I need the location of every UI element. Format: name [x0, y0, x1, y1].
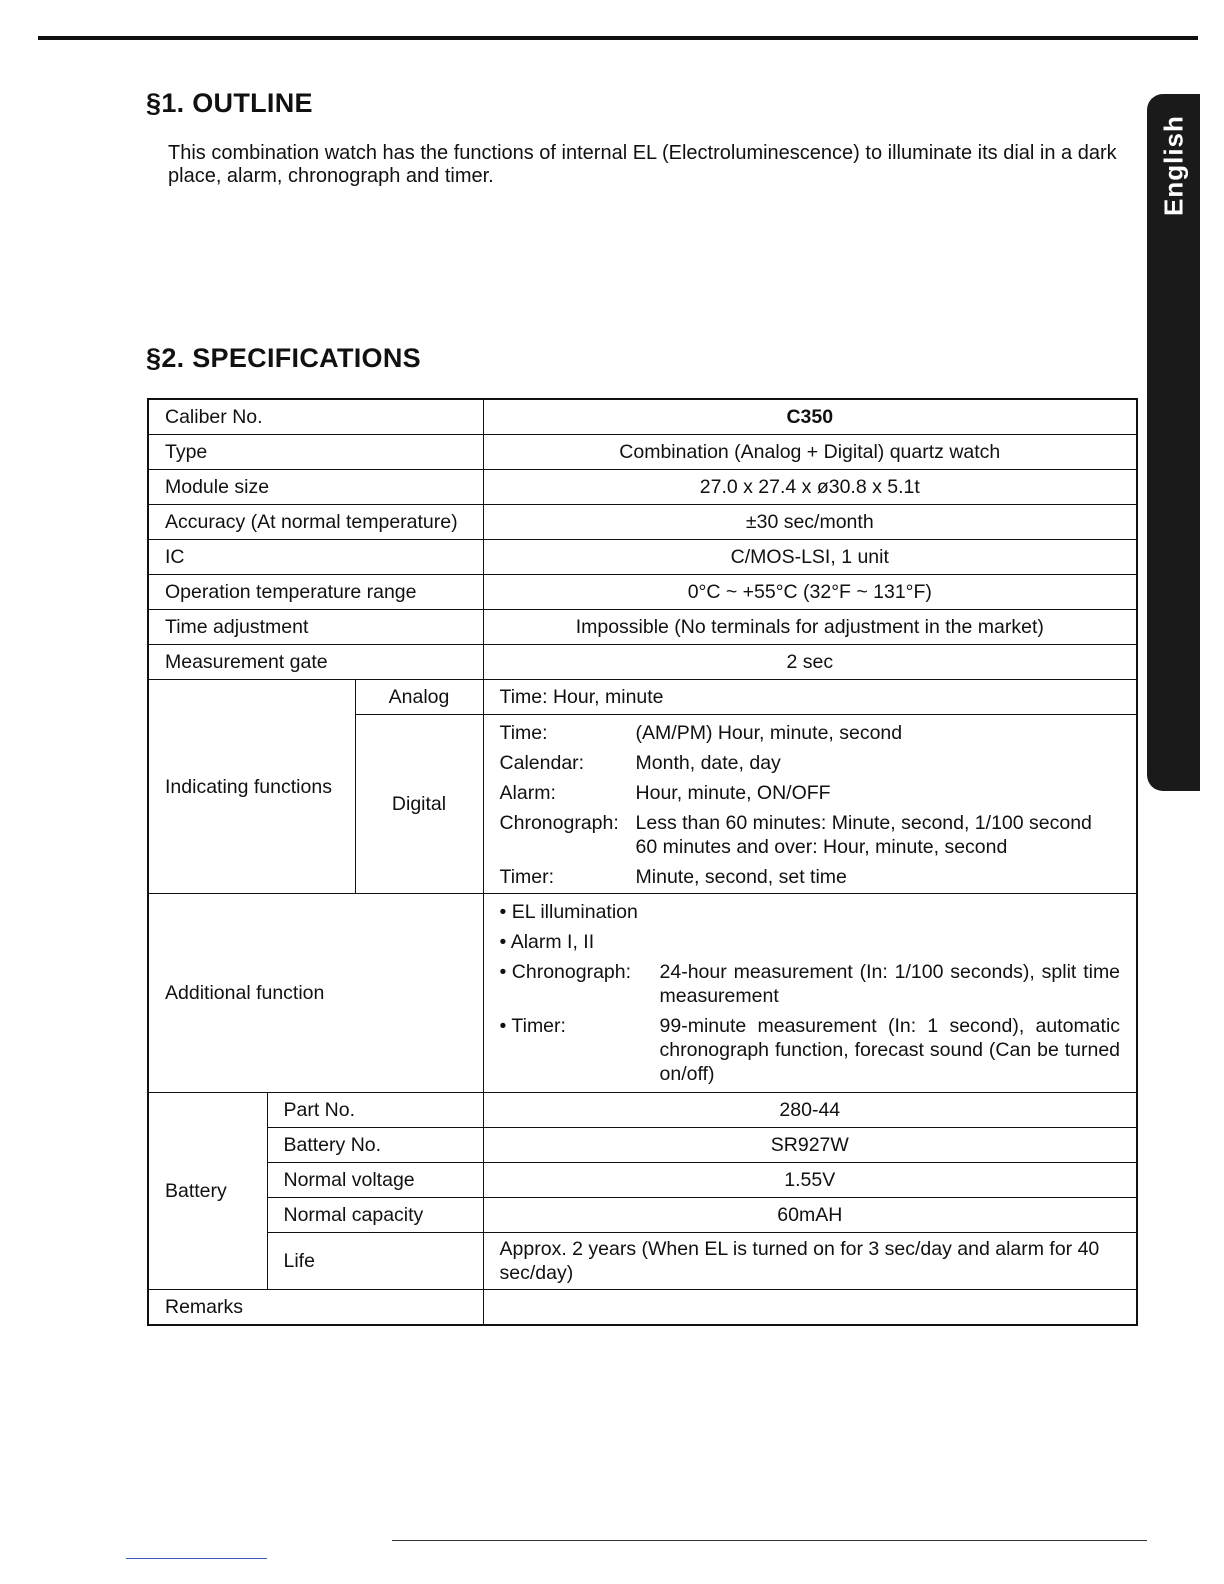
- bottom-rule: [392, 1540, 1147, 1541]
- outline-heading: §1. OUTLINE: [146, 88, 313, 118]
- additional-function-list: [500, 900, 1121, 1086]
- spec-value: Impossible (No terminals for adjustment in the market): [483, 610, 1137, 645]
- battery-sub-value: SR927W: [483, 1128, 1137, 1163]
- spec-value: 0°C ~ +55°C (32°F ~ 131°F): [483, 575, 1137, 610]
- battery-sub-label: Battery No.: [267, 1128, 483, 1163]
- battery-sub-label: Life: [267, 1233, 483, 1290]
- spec-row-remarks: [148, 1290, 1137, 1326]
- top-rule: [38, 36, 1198, 40]
- bottom-mark: [126, 1558, 267, 1559]
- indicating-functions-label: Indicating functions: [148, 680, 355, 894]
- spec-label: IC: [148, 540, 483, 575]
- analog-value: Time: Hour, minute: [483, 680, 1137, 715]
- battery-label: Battery: [148, 1093, 267, 1290]
- spec-row-battery-capacity: [148, 1198, 1137, 1233]
- spec-row-battery-part: [148, 1093, 1137, 1128]
- spec-row-temperature: [148, 575, 1137, 610]
- battery-sub-label: Normal voltage: [267, 1163, 483, 1198]
- additional-function-label: Additional function: [148, 894, 483, 1093]
- spec-row-type: [148, 435, 1137, 470]
- additional-function-value: [483, 894, 1137, 1093]
- spec-value: Combination (Analog + Digital) quartz watch: [483, 435, 1137, 470]
- spec-label: Type: [148, 435, 483, 470]
- spec-row-caliber: [148, 399, 1137, 435]
- spec-row-measurement-gate: [148, 645, 1137, 680]
- digital-key: Calendar:: [499, 752, 585, 774]
- chronograph-line-1: Less than 60 minutes: Minute, second, 1/100 second: [635, 812, 1092, 834]
- battery-sub-label: Normal capacity: [267, 1198, 483, 1233]
- spec-row-ic: [148, 540, 1137, 575]
- specifications-table: [147, 398, 1138, 1326]
- spec-label: Module size: [148, 470, 483, 505]
- digital-value-text: Minute, second, set time: [635, 866, 847, 888]
- spec-label: Caliber No.: [148, 399, 483, 435]
- spec-value: C/MOS-LSI, 1 unit: [483, 540, 1137, 575]
- spec-row-module-size: [148, 470, 1137, 505]
- spec-row-battery-number: [148, 1128, 1137, 1163]
- additional-key: • Chronograph:: [499, 961, 632, 983]
- digital-value-text: [636, 811, 1121, 859]
- spec-value: 27.0 x 27.4 x ø30.8 x 5.1t: [483, 470, 1137, 505]
- specifications-heading: §2. SPECIFICATIONS: [146, 343, 421, 373]
- digital-functions-list: [500, 721, 1121, 889]
- digital-value: [483, 715, 1137, 894]
- spec-label: Measurement gate: [148, 645, 483, 680]
- digital-key: Alarm:: [499, 782, 556, 804]
- spec-row-accuracy: [148, 505, 1137, 540]
- spec-row-battery-voltage: [148, 1163, 1137, 1198]
- remarks-value: [483, 1290, 1137, 1326]
- battery-sub-value: 280-44: [483, 1093, 1137, 1128]
- spec-value: ±30 sec/month: [483, 505, 1137, 540]
- battery-sub-value: 1.55V: [483, 1163, 1137, 1198]
- digital-value-text: (AM/PM) Hour, minute, second: [635, 722, 903, 744]
- remarks-label: Remarks: [148, 1290, 483, 1326]
- spec-value: 2 sec: [483, 645, 1137, 680]
- spec-value: C350: [483, 399, 1137, 435]
- additional-item: • EL illumination: [499, 901, 638, 923]
- additional-item: • Alarm I, II: [499, 931, 595, 953]
- spec-label: Accuracy (At normal temperature): [148, 505, 483, 540]
- digital-value-text: Hour, minute, ON/OFF: [635, 782, 831, 804]
- spec-row-additional: [148, 894, 1137, 1093]
- digital-label: Digital: [355, 715, 483, 894]
- analog-label: Analog: [355, 680, 483, 715]
- digital-key: Chronograph:: [499, 812, 619, 834]
- chronograph-line-2: 60 minutes and over: Hour, minute, second: [635, 836, 1008, 858]
- spec-row-battery-life: [148, 1233, 1137, 1290]
- additional-key: • Timer:: [499, 1015, 566, 1037]
- battery-sub-label: Part No.: [267, 1093, 483, 1128]
- battery-sub-value: 60mAH: [483, 1198, 1137, 1233]
- additional-value: 99-minute measurement (In: 1 second), automatic chronograph function, forecast sound (Can be turned on/off): [659, 1015, 1121, 1085]
- language-tab-label: English: [1158, 115, 1189, 217]
- battery-sub-value: Approx. 2 years (When EL is turned on for 3 sec/day and alarm for 40 sec/day): [483, 1233, 1137, 1290]
- outline-body: This combination watch has the functions of internal EL (Electroluminescence) to illuminate its dial in a dark place, alarm, chronograph and timer.: [168, 142, 1117, 187]
- digital-value-text: Month, date, day: [635, 752, 781, 774]
- digital-key: Timer:: [499, 866, 555, 888]
- spec-row-analog: [148, 680, 1137, 715]
- additional-value: 24-hour measurement (In: 1/100 seconds), split time measurement: [659, 961, 1121, 1007]
- digital-key: Time:: [499, 722, 548, 744]
- spec-label: Time adjustment: [148, 610, 483, 645]
- spec-row-time-adjustment: [148, 610, 1137, 645]
- spec-label: Operation temperature range: [148, 575, 483, 610]
